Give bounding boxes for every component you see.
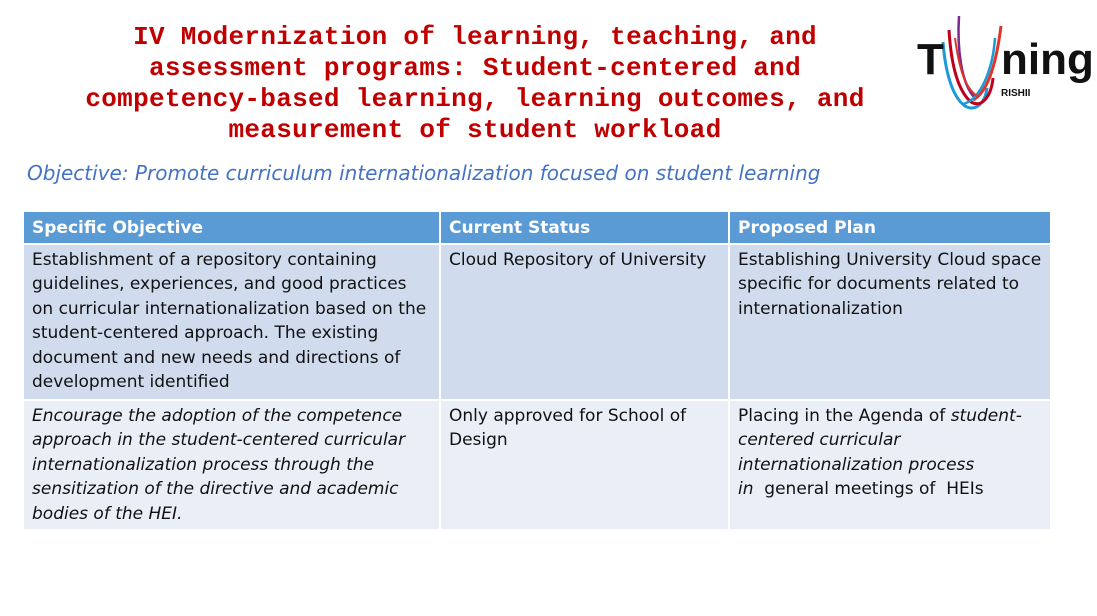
objective-text: Objective: Promote curriculum internationalization focused on student learning xyxy=(27,161,821,185)
tuning-logo xyxy=(915,8,1094,113)
page-title xyxy=(20,22,930,146)
logo-subtitle: RISHII xyxy=(1001,88,1031,99)
cell-current-status: Only approved for School of Design xyxy=(440,400,729,531)
plan-tail-text: general meetings of HEIs xyxy=(753,479,984,499)
title-line: IV Modernization of learning, teaching, and xyxy=(133,22,817,52)
header-current-status: Current Status xyxy=(440,211,729,244)
cell-current-status: Cloud Repository of University xyxy=(440,244,729,400)
logo-letter-t: T xyxy=(917,35,944,84)
table-row xyxy=(23,244,1051,400)
header-specific-objective: Specific Objective xyxy=(23,211,440,244)
plan-italic-text: student-centered curricular internationalization process xyxy=(738,405,1022,475)
title-line: competency-based learning, learning outcomes, and xyxy=(85,84,865,114)
logo-letters-ning: ning xyxy=(1001,35,1094,84)
title-line: measurement of student workload xyxy=(228,115,722,145)
cell-specific-objective: Encourage the adoption of the competence approach in the student-centered curricular internationalization process through the sensitization of the directive and academic bodies of the HEI. xyxy=(23,400,440,531)
objectives-table xyxy=(22,210,1052,531)
header-proposed-plan: Proposed Plan xyxy=(729,211,1051,244)
table-row xyxy=(23,400,1051,531)
title-line: assessment programs: Student-centered and xyxy=(148,53,801,83)
table-header-row xyxy=(23,211,1051,244)
plan-in-text: in xyxy=(738,479,754,499)
cell-specific-objective: Establishment of a repository containing guidelines, experiences, and good practices on curricular internationalization based on the student-centered approach. The existing document and new needs and directions of development identified xyxy=(23,244,440,400)
cell-proposed-plan xyxy=(729,400,1051,531)
cell-proposed-plan: Establishing University Cloud space specific for documents related to internationalization xyxy=(729,244,1051,400)
plan-lead-text: Placing in the Agenda of xyxy=(738,405,951,426)
